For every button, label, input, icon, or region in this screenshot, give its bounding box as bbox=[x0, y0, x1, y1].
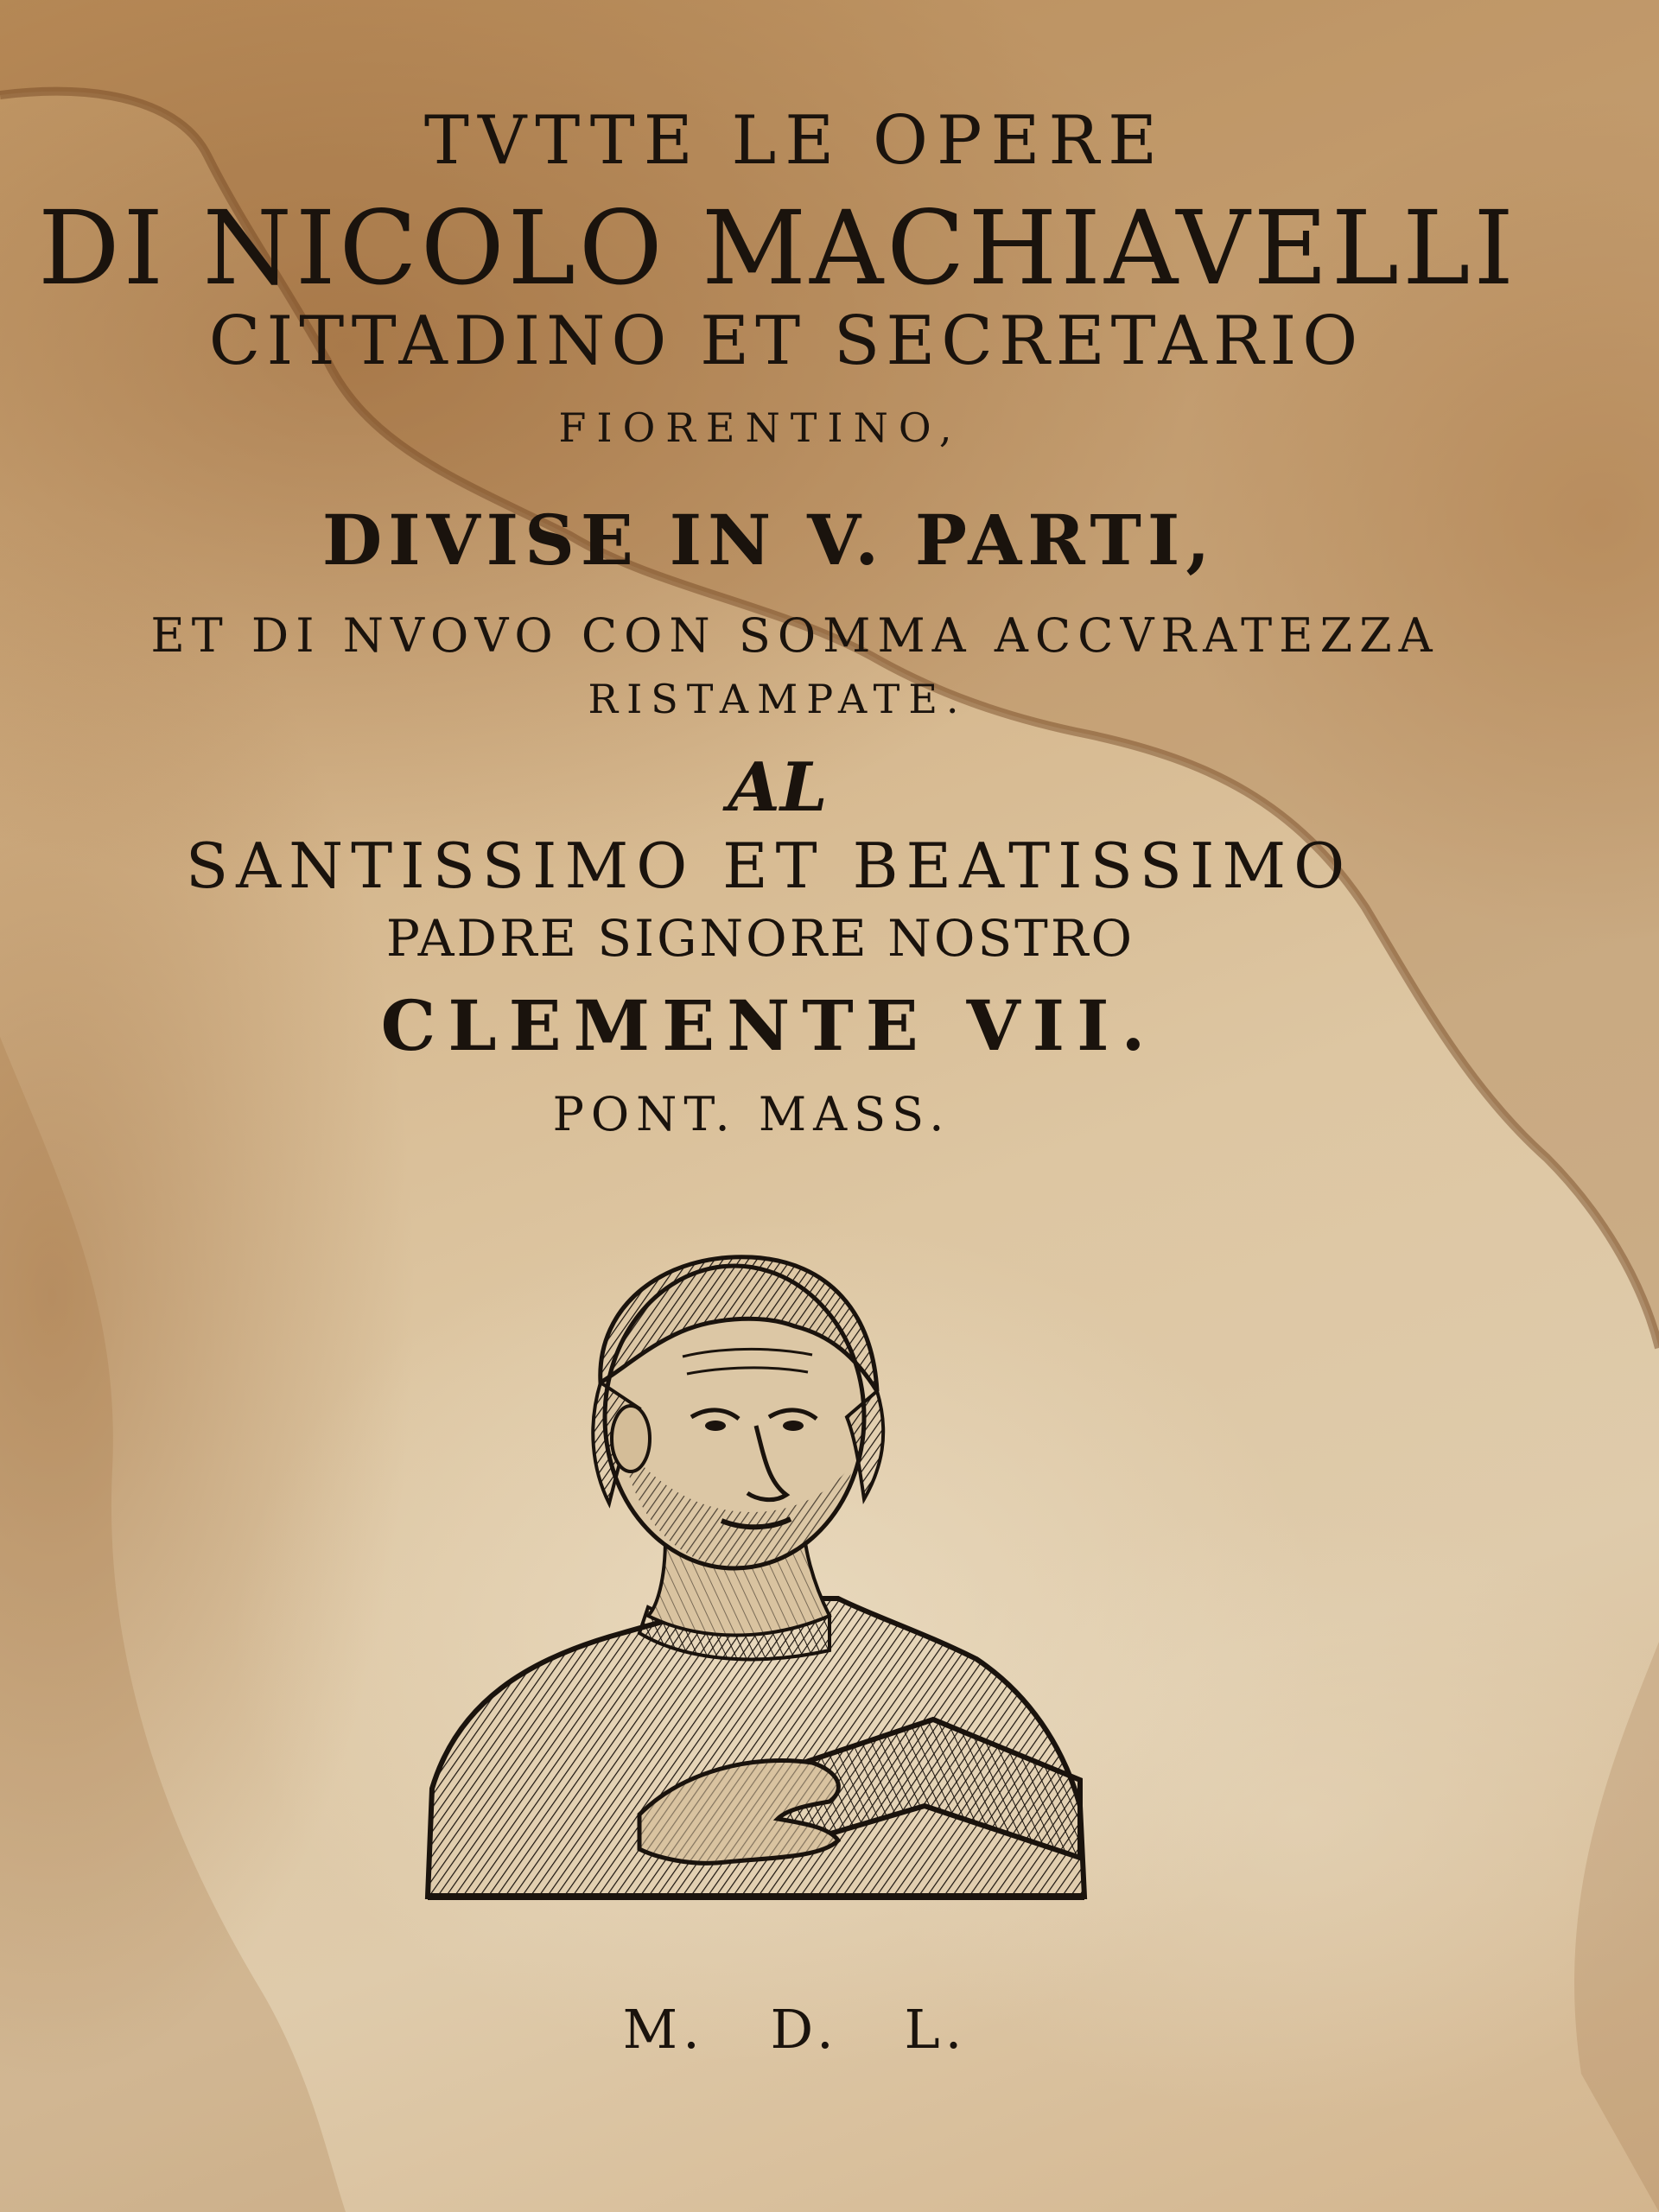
title-line-4: FIORENTINO, bbox=[558, 404, 963, 451]
author-name: DI NICOLO MACHIAVELLI bbox=[37, 188, 1518, 308]
imprint-date: M. D. L. bbox=[622, 1998, 968, 2061]
title-line-12: PONT. MASS. bbox=[552, 1087, 951, 1141]
title-line-10: PADRE SIGNORE NOSTRO bbox=[385, 909, 1135, 968]
dedication-al: AL bbox=[728, 748, 828, 827]
title-line-6: ET DI NVOVO CON SOMMA ACCVRATEZZA bbox=[150, 608, 1440, 663]
title-line-9: SANTISSIMO ET BEATISSIMO bbox=[185, 830, 1353, 902]
title-line-3: CITTADINO ET SECRETARIO bbox=[208, 302, 1364, 380]
portrait-woodcut-icon bbox=[423, 1253, 1089, 1901]
pope-name: CLEMENTE VII. bbox=[380, 985, 1158, 1066]
title-line-1: TVTTE LE OPERE bbox=[423, 102, 1166, 180]
title-line-7: RISTAMPATE. bbox=[588, 676, 968, 722]
title-line-5: DIVISE IN V. PARTI, bbox=[321, 499, 1217, 581]
